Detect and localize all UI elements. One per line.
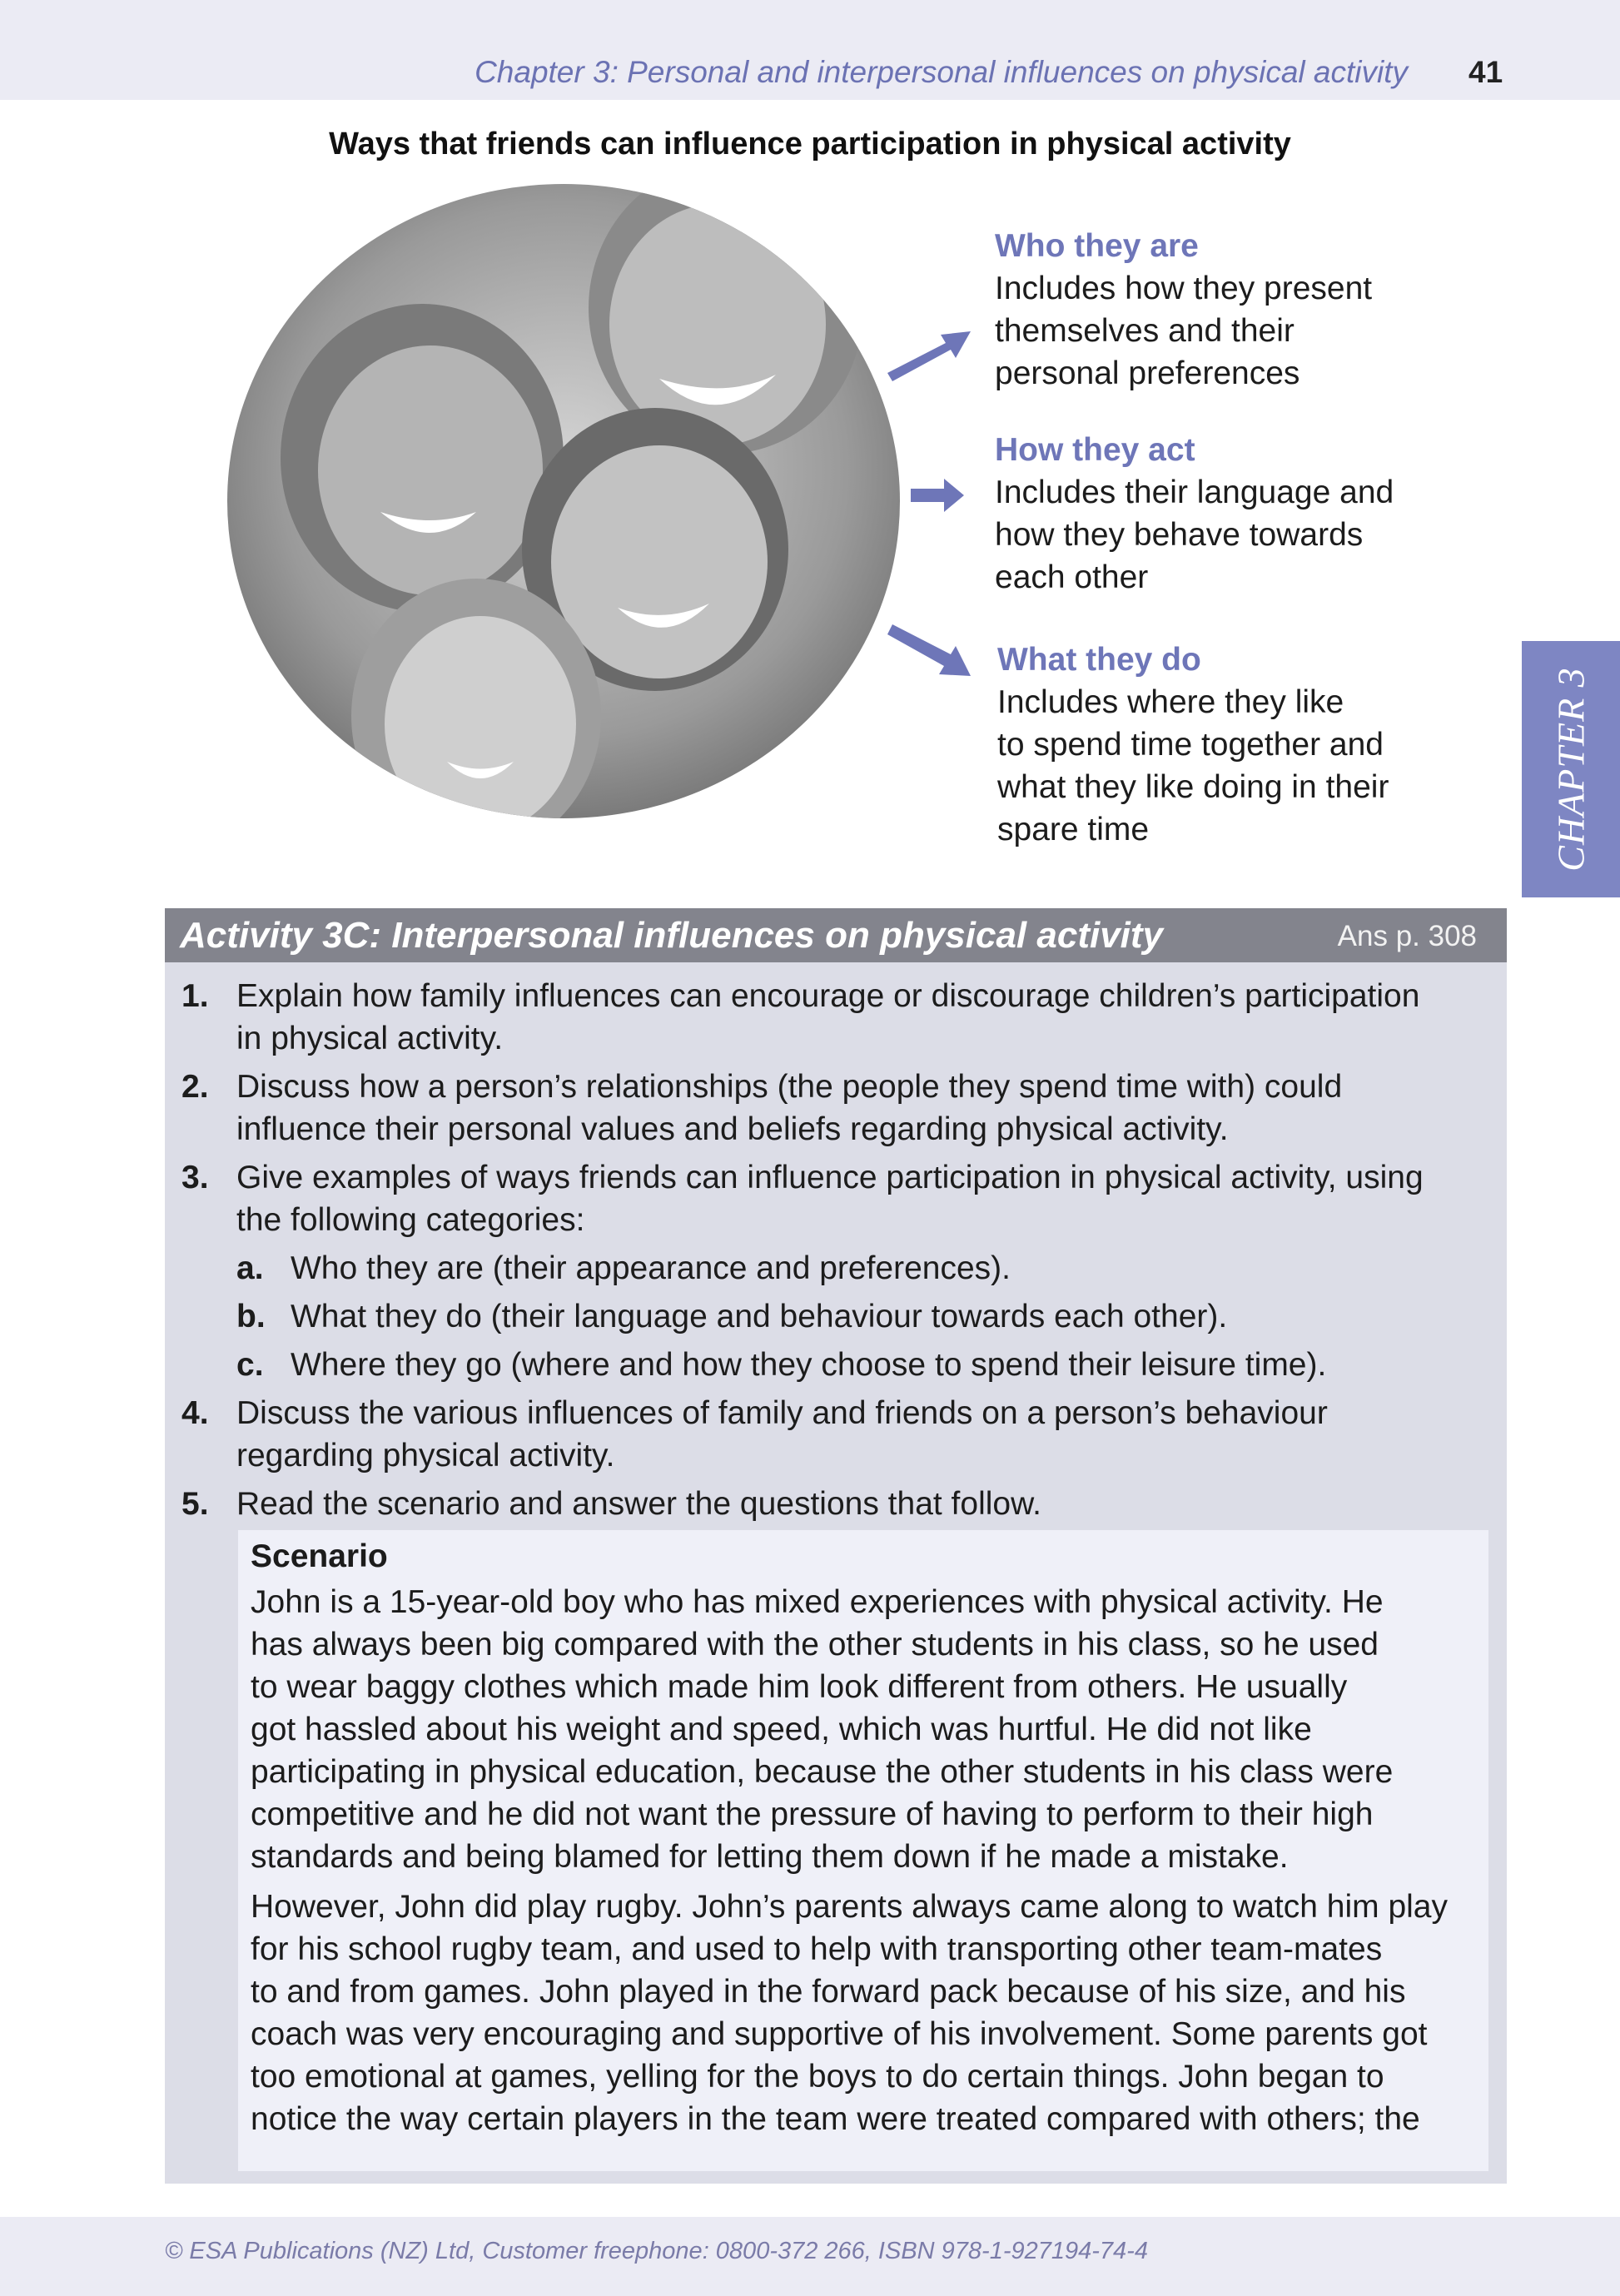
friends-photo [226, 183, 901, 820]
question-3b [165, 1295, 1507, 1339]
arrow-who-icon [887, 326, 971, 386]
influence-line: to spend time together and [997, 727, 1384, 763]
influence-line: spare time [997, 812, 1150, 847]
scenario-paragraph [251, 1886, 1478, 2140]
question-line: Give examples of ways friends can influence participation in physical activity, using [236, 1160, 1424, 1195]
influence-heading: What they do [997, 642, 1201, 678]
scenario-line: participating in physical education, because the other students in his class were [251, 1754, 1394, 1790]
question-number: 2. [181, 1069, 209, 1105]
question-line: Where they go (where and how they choose to spend their leisure time). [291, 1347, 1327, 1383]
question-1 [165, 975, 1507, 1061]
question-line: the following categories: [236, 1202, 585, 1238]
question-number: 1. [181, 978, 209, 1014]
question-line: Discuss the various influences of family and friends on a person’s behaviour [236, 1395, 1328, 1431]
scenario-line: coach was very encouraging and supportive of his involvement. Some parents got [251, 2016, 1428, 2052]
question-2 [165, 1066, 1507, 1152]
question-line: Discuss how a person’s relationships (the people they spend time with) could [236, 1069, 1343, 1105]
scenario-title: Scenario [251, 1538, 388, 1574]
scenario-line: notice the way certain players in the team were treated compared with others; the [251, 2101, 1420, 2137]
question-3a [165, 1247, 1507, 1290]
scenario-line: competitive and he did not want the pressure of having to perform to their high [251, 1797, 1374, 1832]
scenario-line: too emotional at games, yelling for the boys to do certain things. John began to [251, 2059, 1384, 2095]
question-number: 5. [181, 1486, 209, 1522]
influence-line: what they like doing in their [997, 769, 1389, 805]
question-line: What they do (their language and behaviour towards each other). [291, 1299, 1228, 1334]
question-number: 4. [181, 1395, 209, 1431]
question-line: influence their personal values and beliefs regarding physical activity. [236, 1111, 1229, 1147]
scenario-line: has always been big compared with the other students in his class, so he used [251, 1627, 1379, 1662]
question-3 [165, 1156, 1507, 1243]
footer-copyright: © ESA Publications (NZ) Ltd, Customer freephone: 0800-372 266, ISBN 978-1-927194-74-4 [165, 2238, 1148, 2264]
scenario-line: However, John did play rugby. John’s parents always came along to watch him play [251, 1889, 1448, 1925]
question-line: Explain how family influences can encourage or discourage children’s participation [236, 978, 1420, 1014]
influence-line: each other [995, 559, 1149, 595]
influence-act [995, 429, 1461, 599]
figure-title: Ways that friends can influence participation in physical activity [329, 127, 1291, 162]
scenario-box [238, 1530, 1488, 2171]
question-number: c. [236, 1347, 264, 1383]
activity-header [165, 908, 1507, 962]
question-3c [165, 1344, 1507, 1387]
activity-box [165, 908, 1507, 2184]
influence-who [995, 225, 1461, 395]
scenario-line: got hassled about his weight and speed, which was hurtful. He did not like [251, 1712, 1312, 1747]
arrow-act-icon [911, 479, 964, 512]
scenario-paragraph [251, 1581, 1478, 1878]
question-line: Read the scenario and answer the questions that follow. [236, 1486, 1041, 1522]
scenario-line: John is a 15-year-old boy who has mixed experiences with physical activity. He [251, 1584, 1384, 1620]
influence-line: how they behave towards [995, 517, 1364, 553]
scenario-line: to wear baggy clothes which made him look different from others. He usually [251, 1669, 1348, 1705]
question-number: b. [236, 1299, 266, 1334]
activity-title: Activity 3C: Interpersonal influences on physical activity [180, 915, 1164, 956]
influence-do [997, 639, 1463, 851]
influence-line: Includes their language and [995, 475, 1394, 510]
influence-heading: Who they are [995, 228, 1199, 264]
question-5 [165, 1483, 1507, 1526]
arrow-do-icon [887, 624, 971, 679]
chapter-tab-label: CHAPTER 3 [1549, 667, 1593, 872]
answer-reference: Ans p. 308 [1337, 920, 1477, 952]
chapter-tab [1522, 641, 1620, 897]
question-line: regarding physical activity. [236, 1438, 615, 1474]
page-number: 41 [1468, 55, 1503, 89]
running-title: Chapter 3: Personal and interpersonal influences on physical activity [475, 55, 1408, 89]
question-line: Who they are (their appearance and preferences). [291, 1250, 1011, 1286]
question-line: in physical activity. [236, 1021, 504, 1056]
influence-heading: How they act [995, 432, 1195, 468]
influence-line: personal preferences [995, 355, 1300, 391]
influence-line: Includes how they present [995, 271, 1373, 306]
influence-line: themselves and their [995, 313, 1295, 349]
question-number: a. [236, 1250, 264, 1286]
question-4 [165, 1392, 1507, 1478]
question-number: 3. [181, 1160, 209, 1195]
scenario-line: to and from games. John played in the forward pack because of his size, and his [251, 1974, 1406, 2010]
scenario-line: for his school rugby team, and used to help with transporting other team-mates [251, 1931, 1383, 1967]
influence-line: Includes where they like [997, 684, 1344, 720]
scenario-line: standards and being blamed for letting them down if he made a mistake. [251, 1839, 1289, 1875]
